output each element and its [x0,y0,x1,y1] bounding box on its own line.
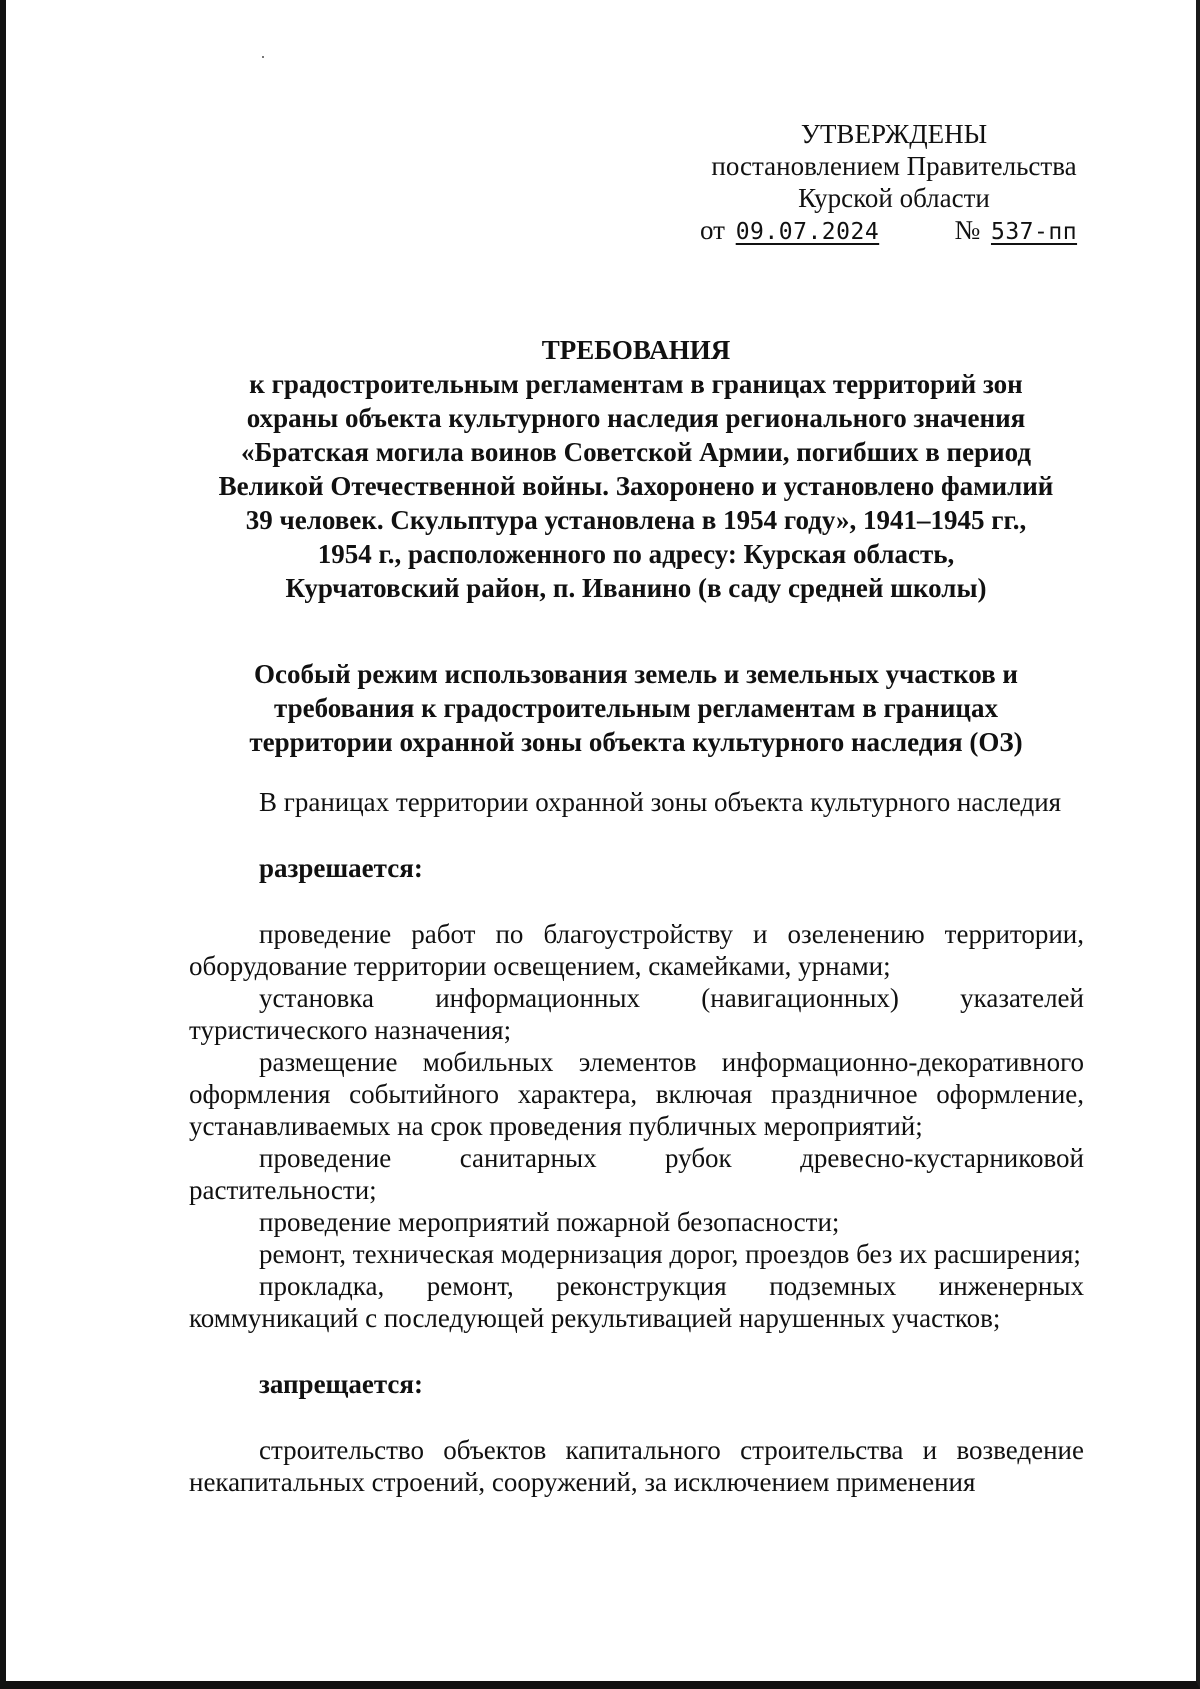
title-line: «Братская могила воинов Советской Армии, погибших в период [240,437,1032,467]
approval-authority: постановлением Правительства [711,151,1077,181]
title-line: Курчатовский район, п. Иванино (в саду средней школы) [285,573,987,603]
approval-date-number-line [694,214,1094,248]
allowed-item: ремонт, техническая модернизация дорог, проездов без их расширения; [259,1239,1081,1269]
approval-title: УТВЕРЖДЕНЫ [800,119,988,149]
section-heading-line: территории охранной зоны объекта культурного наследия (ОЗ) [249,727,1023,757]
title-main: ТРЕБОВАНИЯ [541,335,731,365]
title-line: 39 человек. Скульптура установлена в 1954 году», 1941–1945 гг., [245,505,1027,535]
allowed-item: установка информационных (навигационных) указателей туристического назначения; [189,983,1084,1045]
number-prefix: № [954,215,981,245]
forbidden-item: строительство объектов капитального строительства и возведение некапитальных строений, сооружений, за исключением применения [189,1435,1084,1497]
title-line: охраны объекта культурного наследия регионального значения [246,403,1026,433]
title-line: к градостроительным регламентам в границах территорий зон [249,369,1023,399]
title-line: 1954 г., расположенного по адресу: Курская область, [317,539,955,569]
approval-stamp [694,118,1094,248]
section-heading-line: Особый режим использования земель и земельных участков и [254,659,1018,689]
section-heading-line: требования к градостроительным регламентам в границах [274,693,998,723]
title-line: Великой Отечественной войны. Захоронено и установлено фамилий [218,471,1054,501]
section-heading [156,657,1116,759]
allowed-heading: разрешается: [259,853,423,883]
approval-number: 537-пп [990,219,1078,245]
allowed-item: проведение санитарных рубок древесно-кустарниковой растительности; [189,1143,1084,1205]
document-body [189,786,1084,1498]
allowed-item: проведение работ по благоустройству и озеленению территории, оборудование территории освещением, скамейками, урнами; [189,919,1084,981]
allowed-item: проведение мероприятий пожарной безопасности; [259,1207,840,1237]
scan-speck [262,56,264,58]
document-title [156,333,1116,605]
allowed-item: размещение мобильных элементов информационно-декоративного оформления событийного характера, включая праздничное оформление, устанавливаемых на срок проведения публичных мероприятий; [189,1047,1084,1141]
date-prefix: от [700,215,725,245]
allowed-item: прокладка, ремонт, реконструкция подземных инженерных коммуникаций с последующей рекультивацией нарушенных участков; [189,1271,1084,1333]
approval-date: 09.07.2024 [735,219,880,245]
intro-paragraph: В границах территории охранной зоны объекта культурного наследия [259,787,1062,817]
approval-region: Курской области [798,183,990,213]
forbidden-heading: запрещается: [259,1369,424,1399]
